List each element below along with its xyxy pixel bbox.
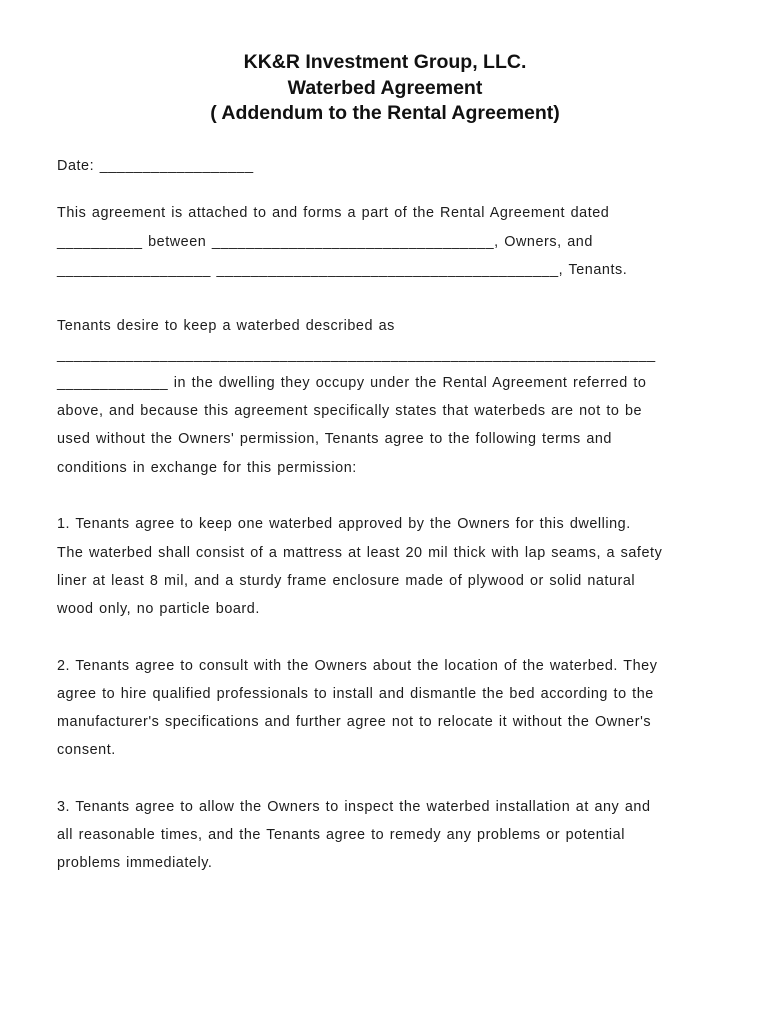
intro-line: This agreement is attached to and forms a part of the Rental Agreement dated <box>57 205 610 221</box>
document-title <box>0 50 770 127</box>
date-line: Date: __________________ <box>57 158 254 174</box>
clause-2-line: manufacturer's specifications and further agree not to relocate it without the Owner's <box>57 714 652 730</box>
desire-line: used without the Owners' permission, Tenants agree to the following terms and <box>57 431 612 447</box>
clause-2-line: 2. Tenants agree to consult with the Owners about the location of the waterbed. They <box>57 658 658 674</box>
clause-2-line: agree to hire qualified professionals to install and dismantle the bed according to the <box>57 686 654 702</box>
desire-line: above, and because this agreement specifically states that waterbeds are not to be <box>57 403 643 419</box>
title-addendum: ( Addendum to the Rental Agreement) <box>210 102 560 124</box>
title-company: KK&R Investment Group, LLC. <box>243 51 527 73</box>
intro-line: __________ between _________________________________, Owners, and <box>57 234 593 250</box>
clause-1-line: 1. Tenants agree to keep one waterbed approved by the Owners for this dwelling. <box>57 516 631 532</box>
clause-2-line: consent. <box>57 742 116 758</box>
clause-1-line: liner at least 8 mil, and a sturdy frame enclosure made of plywood or solid natural <box>57 573 636 589</box>
intro-line: __________________ ________________________________________, Tenants. <box>57 262 628 278</box>
desire-line: conditions in exchange for this permission: <box>57 460 357 476</box>
clause-3-line: 3. Tenants agree to allow the Owners to inspect the waterbed installation at any and <box>57 799 651 815</box>
clause-3-line: all reasonable times, and the Tenants agree to remedy any problems or potential <box>57 827 625 843</box>
clause-1-line: The waterbed shall consist of a mattress at least 20 mil thick with lap seams, a safety <box>57 545 663 561</box>
desire-line: Tenants desire to keep a waterbed described as <box>57 318 395 334</box>
desire-line: ______________________________________________________________________ <box>57 347 656 363</box>
title-agreement: Waterbed Agreement <box>287 76 483 99</box>
clause-3-line: problems immediately. <box>57 855 213 871</box>
clause-1-line: wood only, no particle board. <box>57 601 260 617</box>
desire-line: _____________ in the dwelling they occupy under the Rental Agreement referred to <box>57 375 647 391</box>
